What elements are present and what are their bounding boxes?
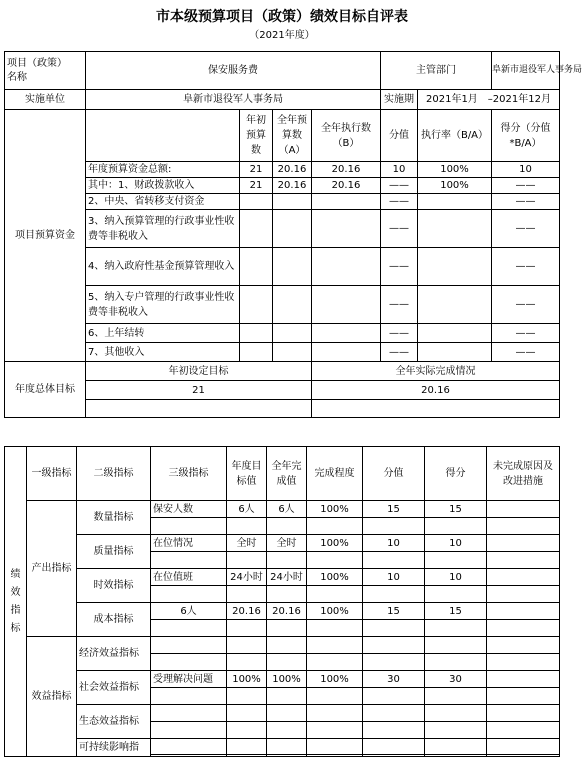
target-cell: 6人 — [227, 501, 267, 518]
perf-header-reason: 未完成原因及改进措施 — [487, 447, 560, 501]
cell — [312, 324, 381, 343]
table-row — [5, 162, 560, 178]
l3-label — [151, 739, 227, 755]
cell: —— — [381, 210, 418, 248]
cell — [240, 194, 273, 210]
degree-cell: 100% — [307, 535, 363, 552]
budget-row-label: 3、纳入预算管理的行政事业性收费等非税收入 — [86, 210, 240, 248]
cell — [273, 248, 312, 286]
degree-cell: 100% — [307, 501, 363, 518]
unit-label: 实施单位 — [5, 90, 86, 110]
degree-cell — [307, 637, 363, 654]
goal-label: 年度总体目标 — [5, 362, 86, 418]
period-value: 2021年1月 –2021年12月 — [418, 90, 560, 110]
benefit-label: 效益指标 — [27, 637, 77, 757]
cell — [273, 343, 312, 362]
score-cell — [425, 705, 487, 722]
cell: 20.16 — [312, 162, 381, 178]
cell: 20.16 — [312, 178, 381, 194]
perf-header-score: 得分 — [425, 447, 487, 501]
budget-row-label: 2、中央、省转移支付资金 — [86, 194, 240, 210]
actual-cell: 20.16 — [267, 603, 307, 620]
cell — [240, 286, 273, 324]
cell: —— — [381, 178, 418, 194]
cell: 10 — [381, 162, 418, 178]
target-cell — [227, 705, 267, 722]
cell: —— — [381, 194, 418, 210]
cell — [418, 194, 492, 210]
goal-actual-label: 全年实际完成情况 — [312, 362, 560, 381]
project-name-label: 项目（政策） 名称 — [5, 52, 86, 90]
l3-label — [151, 637, 227, 654]
score-val-cell: 15 — [363, 501, 425, 518]
l2-label: 生态效益指标 — [77, 705, 151, 739]
score-val-cell: 30 — [363, 671, 425, 688]
cell — [312, 248, 381, 286]
table-row — [5, 501, 560, 518]
perf-header-l2: 二级指标 — [77, 447, 151, 501]
cell — [312, 194, 381, 210]
perf-section-label: 绩效指标 — [5, 447, 27, 757]
perf-header-l3: 三级指标 — [151, 447, 227, 501]
l2-label: 经济效益指标 — [77, 637, 151, 671]
score-val-cell — [363, 637, 425, 654]
budget-section-label: 项目预算资金 — [5, 110, 86, 362]
l2-label: 社会效益指标 — [77, 671, 151, 705]
actual-cell — [267, 637, 307, 654]
table-row — [5, 671, 560, 688]
perf-header-l1: 一级指标 — [27, 447, 77, 501]
cell — [418, 343, 492, 362]
cell: 10 — [492, 162, 560, 178]
actual-cell: 全时 — [267, 535, 307, 552]
performance-table — [4, 446, 560, 757]
l2-label: 数量指标 — [77, 501, 151, 535]
l3-label: 6人 — [151, 603, 227, 620]
l3-label: 保安人数 — [151, 501, 227, 518]
cell — [240, 343, 273, 362]
col-initial: 年初预算数 — [240, 110, 273, 162]
cell — [240, 324, 273, 343]
score-val-cell — [363, 705, 425, 722]
cell: —— — [381, 248, 418, 286]
score-cell: 15 — [425, 501, 487, 518]
cell — [273, 286, 312, 324]
table-row — [5, 535, 560, 552]
budget-table — [4, 51, 582, 418]
degree-cell: 100% — [307, 569, 363, 586]
cell: —— — [381, 324, 418, 343]
table-row — [5, 603, 560, 620]
perf-header-target: 年度目标值 — [227, 447, 267, 501]
table-row — [5, 324, 560, 343]
target-cell — [227, 739, 267, 755]
cell: —— — [492, 343, 560, 362]
score-cell: 10 — [425, 535, 487, 552]
cell — [273, 324, 312, 343]
table-row — [5, 210, 560, 248]
dept-label: 主管部门 — [381, 52, 492, 90]
table-row — [5, 739, 560, 755]
target-cell: 24小时 — [227, 569, 267, 586]
cell: 100% — [418, 162, 492, 178]
table-row — [5, 705, 560, 722]
actual-cell: 6人 — [267, 501, 307, 518]
table-row — [5, 569, 560, 586]
actual-cell — [267, 739, 307, 755]
cell: —— — [492, 210, 560, 248]
cell: 21 — [240, 162, 273, 178]
cell — [418, 210, 492, 248]
target-cell: 全时 — [227, 535, 267, 552]
dept-value: 阜新市退役军人事务局 — [492, 52, 560, 90]
cell — [312, 210, 381, 248]
cell: —— — [381, 286, 418, 324]
l3-label: 在位情况 — [151, 535, 227, 552]
col-rate: 执行率（B/A） — [418, 110, 492, 162]
cell — [418, 286, 492, 324]
cell: 100% — [418, 178, 492, 194]
actual-cell — [267, 705, 307, 722]
cell: —— — [492, 194, 560, 210]
budget-row-label: 年度预算资金总额: — [86, 162, 240, 178]
score-val-cell: 10 — [363, 535, 425, 552]
cell — [312, 343, 381, 362]
budget-row-label: 7、其他收入 — [86, 343, 240, 362]
table-row — [5, 178, 560, 194]
l3-label: 受理解决问题 — [151, 671, 227, 688]
cell: —— — [492, 286, 560, 324]
perf-header-actual: 全年完成值 — [267, 447, 307, 501]
table-row — [5, 637, 560, 654]
goal-actual-value: 20.16 — [312, 381, 560, 400]
col-exec: 全年执行数（B） — [312, 110, 381, 162]
page-title: 市本级预算项目（政策）绩效目标自评表 — [156, 9, 408, 25]
table-row — [5, 343, 560, 362]
target-cell — [227, 637, 267, 654]
page-subtitle: （2021年度） — [249, 30, 315, 41]
goal-initial-value: 21 — [86, 381, 312, 400]
budget-row-label: 6、上年结转 — [86, 324, 240, 343]
cell — [273, 194, 312, 210]
target-cell: 100% — [227, 671, 267, 688]
col-score-val: 分值 — [381, 110, 418, 162]
cell — [418, 248, 492, 286]
perf-header-score-val: 分值 — [363, 447, 425, 501]
table-row — [5, 286, 560, 324]
perf-header-degree: 完成程度 — [307, 447, 363, 501]
unit-value: 阜新市退役军人事务局 — [86, 90, 381, 110]
cell — [312, 286, 381, 324]
score-cell: 15 — [425, 603, 487, 620]
budget-row-label: 4、纳入政府性基金预算管理收入 — [86, 248, 240, 286]
budget-row-label: 5、纳入专户管理的行政事业性收费等非税收入 — [86, 286, 240, 324]
degree-cell — [307, 705, 363, 722]
degree-cell — [307, 739, 363, 755]
col-score: 得分（分值*B/A） — [492, 110, 560, 162]
l2-label: 质量指标 — [77, 535, 151, 569]
goal-initial-label: 年初设定目标 — [86, 362, 312, 381]
col-full: 全年预算数（A） — [273, 110, 312, 162]
l2-label: 时效指标 — [77, 569, 151, 603]
cell: —— — [381, 343, 418, 362]
cell: —— — [492, 248, 560, 286]
degree-cell: 100% — [307, 603, 363, 620]
l2-label: 可持续影响指 — [77, 739, 151, 757]
score-cell: 10 — [425, 569, 487, 586]
actual-cell: 100% — [267, 671, 307, 688]
cell: 20.16 — [273, 178, 312, 194]
score-val-cell — [363, 739, 425, 755]
period-label: 实施期 — [381, 90, 418, 110]
l3-label: 在位值班 — [151, 569, 227, 586]
score-cell: 30 — [425, 671, 487, 688]
target-cell: 20.16 — [227, 603, 267, 620]
cell — [273, 210, 312, 248]
l2-label: 成本指标 — [77, 603, 151, 637]
output-label: 产出指标 — [27, 501, 77, 637]
actual-cell: 24小时 — [267, 569, 307, 586]
cell: 20.16 — [273, 162, 312, 178]
degree-cell: 100% — [307, 671, 363, 688]
score-val-cell: 15 — [363, 603, 425, 620]
budget-row-label: 其中：1、财政拨款收入 — [86, 178, 240, 194]
table-row — [5, 194, 560, 210]
cell: —— — [492, 324, 560, 343]
cell — [240, 210, 273, 248]
cell: —— — [492, 178, 560, 194]
table-row — [5, 248, 560, 286]
cell: 21 — [240, 178, 273, 194]
cell — [240, 248, 273, 286]
score-val-cell: 10 — [363, 569, 425, 586]
cell — [418, 324, 492, 343]
l3-label — [151, 705, 227, 722]
score-cell — [425, 637, 487, 654]
project-name-value: 保安服务费 — [86, 52, 381, 90]
score-cell — [425, 739, 487, 755]
